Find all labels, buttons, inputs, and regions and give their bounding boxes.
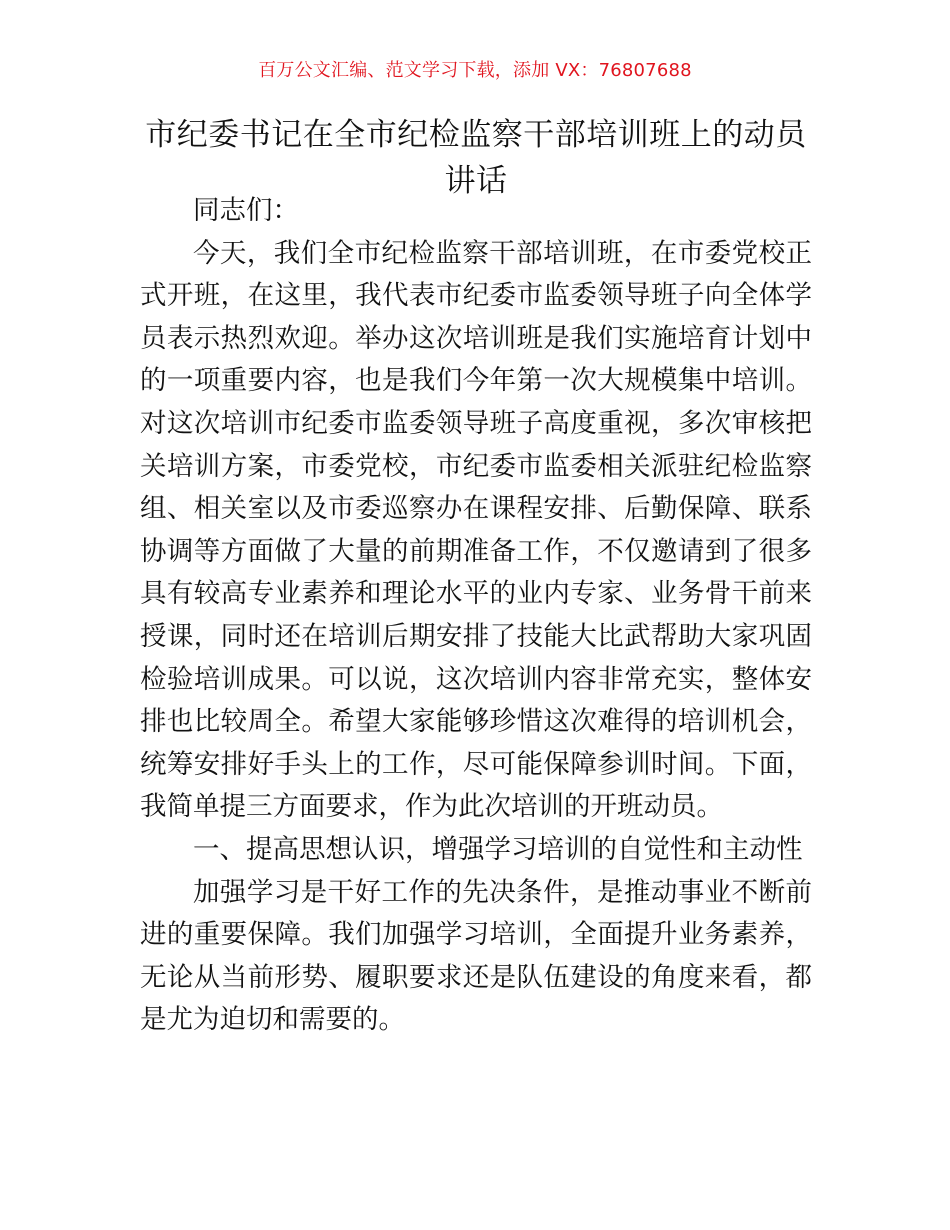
paragraph-section-1: 加强学习是干好工作的先决条件，是推动事业不断前进的重要保障。我们加强学习培训，全面提升业务素养，无论从当前形势、履职要求还是队伍建设的角度来看，都是尤为迫切和需要的。 [140, 876, 812, 1036]
document-title: 市纪委书记在全市纪检监察干部培训班上的动员讲话 [145, 117, 807, 199]
section-heading-1: 一、提高思想认识，增强学习培训的自觉性和主动性 [193, 833, 803, 865]
greeting: 同志们： [193, 195, 299, 226]
document-body [140, 190, 812, 1042]
header-banner: 百万公文汇编、范文学习下载，添加 VX：76807688 [258, 60, 692, 81]
paragraph-intro: 今天，我们全市纪检监察干部培训班，在市委党校正式开班，在这里，我代表市纪委市监委领导班子向全体学员表示热烈欢迎。举办这次培训班是我们实施培育计划中的一项重要内容，也是我们今年第一次大规模集中培训。对这次培训市纪委市监委领导班子高度重视，多次审核把关培训方案，市委党校，市纪委市监委相关派驻纪检监察组、相关室以及市委巡察办在课程安排、后勤保障、联系协调等方面做了大量的前期准备工作，不仅邀请到了很多具有较高专业素养和理论水平的业内专家、业务骨干前来授课，同时还在培训后期安排了技能大比武帮助大家巩固检验培训成果。可以说，这次培训内容非常充实，整体安排也比较周全。希望大家能够珍惜这次难得的培训机会，统筹安排好手头上的工作，尽可能保障参训时间。下面，我简单提三方面要求，作为此次培训的开班动员。 [140, 237, 812, 823]
